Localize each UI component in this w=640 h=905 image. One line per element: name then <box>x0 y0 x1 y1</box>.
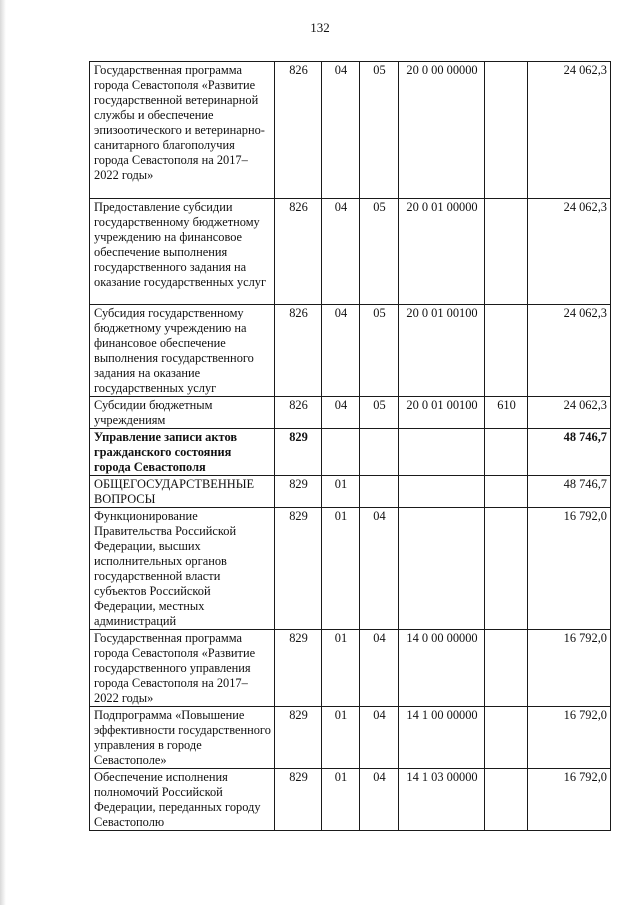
subsection-code: 04 <box>360 630 399 707</box>
ministry-code: 829 <box>275 769 322 831</box>
expense-type-code <box>485 305 528 397</box>
expense-type-code <box>485 769 528 831</box>
expense-type-code: 610 <box>485 397 528 429</box>
amount: 48 746,7 <box>528 476 611 508</box>
row-name: Государственная программа города Севастополя «Развитие государственного управления города Севастополя на 2017–2022 годы» <box>90 630 275 707</box>
table-row <box>90 769 611 831</box>
subsection-code: 04 <box>360 707 399 769</box>
expense-type-code <box>485 62 528 199</box>
amount: 16 792,0 <box>528 769 611 831</box>
scan-edge-shadow <box>0 0 6 905</box>
section-code: 04 <box>322 305 360 397</box>
table-row <box>90 429 611 476</box>
section-code: 01 <box>322 707 360 769</box>
target-article-code: 20 0 01 00000 <box>399 199 485 305</box>
subsection-code: 05 <box>360 397 399 429</box>
table-row <box>90 397 611 429</box>
target-article-code: 20 0 01 00100 <box>399 397 485 429</box>
amount: 24 062,3 <box>528 62 611 199</box>
target-article-code <box>399 508 485 630</box>
subsection-code: 05 <box>360 62 399 199</box>
section-code: 01 <box>322 630 360 707</box>
expense-type-code <box>485 508 528 630</box>
target-article-code: 20 0 01 00100 <box>399 305 485 397</box>
row-name: Обеспечение исполнения полномочий Российской Федерации, переданных городу Севастополю <box>90 769 275 831</box>
amount: 24 062,3 <box>528 397 611 429</box>
target-article-code <box>399 476 485 508</box>
ministry-code: 826 <box>275 397 322 429</box>
ministry-code: 829 <box>275 707 322 769</box>
amount: 16 792,0 <box>528 630 611 707</box>
budget-table <box>89 61 611 831</box>
row-name: Субсидия государственному бюджетному учреждению на финансовое обеспечение выполнения государственного задания на оказание государственных услуг <box>90 305 275 397</box>
subsection-code <box>360 429 399 476</box>
amount: 16 792,0 <box>528 707 611 769</box>
table-row <box>90 508 611 630</box>
table-row <box>90 476 611 508</box>
row-name: Функционирование Правительства Российской Федерации, высших исполнительных органов государственной власти субъектов Российской Федерации, местных администраций <box>90 508 275 630</box>
table-row <box>90 62 611 199</box>
expense-type-code <box>485 707 528 769</box>
table-row <box>90 707 611 769</box>
page-number: 132 <box>310 20 330 35</box>
row-name: Управление записи актов гражданского состояния города Севастополя <box>90 429 275 476</box>
target-article-code: 14 1 00 00000 <box>399 707 485 769</box>
ministry-code: 829 <box>275 476 322 508</box>
row-name: Предоставление субсидии государственному бюджетному учреждению на финансовое обеспечение выполнения государственного задания на оказание государственных услуг <box>90 199 275 305</box>
ministry-code: 826 <box>275 199 322 305</box>
section-code <box>322 429 360 476</box>
amount: 48 746,7 <box>528 429 611 476</box>
table-row <box>90 305 611 397</box>
subsection-code: 04 <box>360 508 399 630</box>
ministry-code: 829 <box>275 630 322 707</box>
ministry-code: 826 <box>275 62 322 199</box>
section-code: 04 <box>322 199 360 305</box>
row-name: Субсидии бюджетным учреждениям <box>90 397 275 429</box>
amount: 24 062,3 <box>528 305 611 397</box>
section-code: 01 <box>322 769 360 831</box>
ministry-code: 829 <box>275 429 322 476</box>
expense-type-code <box>485 199 528 305</box>
budget-table-body <box>90 62 611 831</box>
table-row <box>90 199 611 305</box>
row-name: Подпрограмма «Повышение эффективности государственного управления в городе Севастополе» <box>90 707 275 769</box>
section-code: 01 <box>322 508 360 630</box>
subsection-code <box>360 476 399 508</box>
section-code: 04 <box>322 397 360 429</box>
section-code: 04 <box>322 62 360 199</box>
table-row <box>90 630 611 707</box>
amount: 16 792,0 <box>528 508 611 630</box>
expense-type-code <box>485 476 528 508</box>
target-article-code: 14 1 03 00000 <box>399 769 485 831</box>
target-article-code: 20 0 00 00000 <box>399 62 485 199</box>
target-article-code: 14 0 00 00000 <box>399 630 485 707</box>
expense-type-code <box>485 630 528 707</box>
section-code: 01 <box>322 476 360 508</box>
row-name: ОБЩЕГОСУДАРСТВЕННЫЕ ВОПРОСЫ <box>90 476 275 508</box>
ministry-code: 829 <box>275 508 322 630</box>
target-article-code <box>399 429 485 476</box>
amount: 24 062,3 <box>528 199 611 305</box>
row-name: Государственная программа города Севастополя «Развитие государственной ветеринарной службы и обеспечение эпизоотического и ветеринарно-санитарного благополучия города Севастополя на 2017–2022 годы» <box>90 62 275 199</box>
subsection-code: 05 <box>360 305 399 397</box>
subsection-code: 04 <box>360 769 399 831</box>
subsection-code: 05 <box>360 199 399 305</box>
expense-type-code <box>485 429 528 476</box>
ministry-code: 826 <box>275 305 322 397</box>
